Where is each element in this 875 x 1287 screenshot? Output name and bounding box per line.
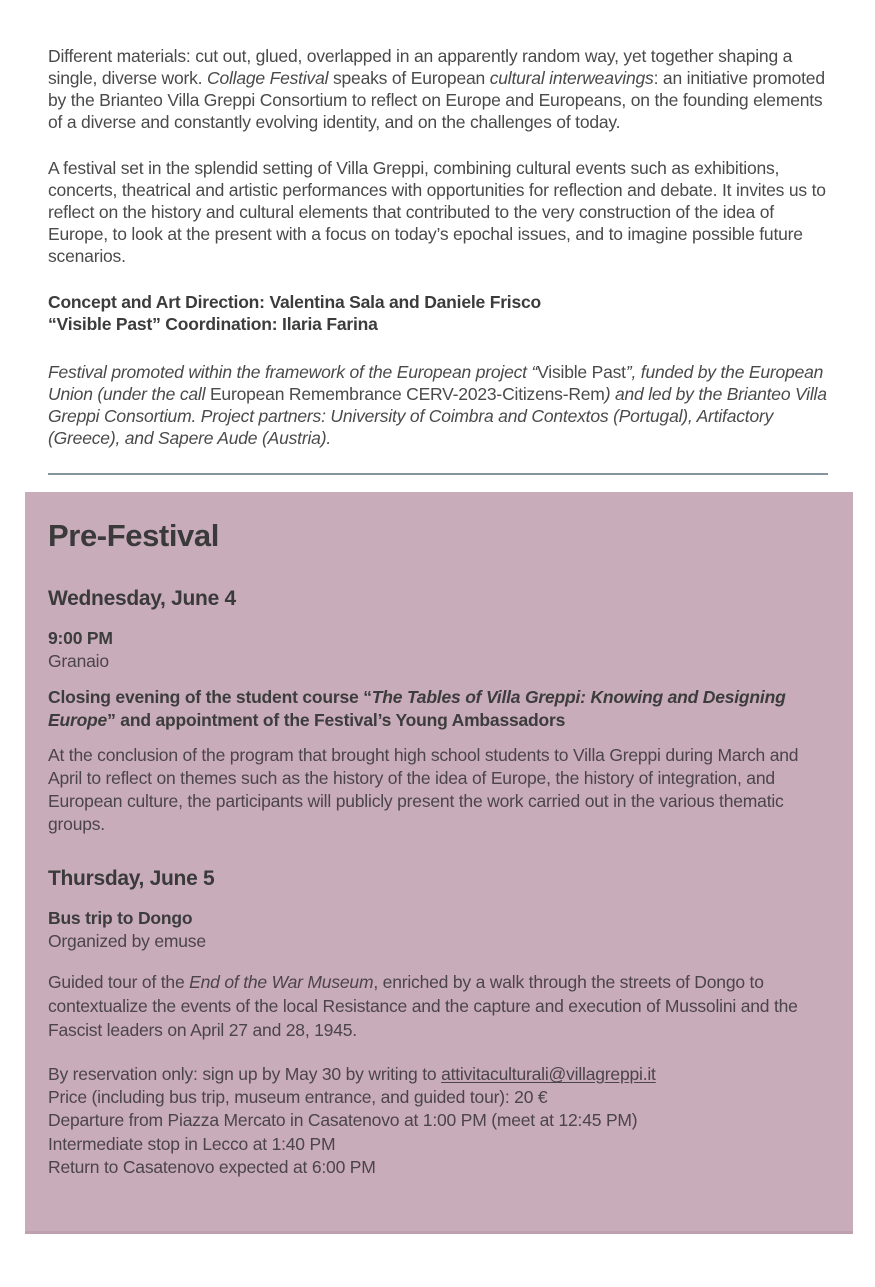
departure-line: Departure from Piazza Mercato in Casatenovo at 1:00 PM (meet at 12:45 PM) (48, 1110, 638, 1131)
intermediate-stop-line: Intermediate stop in Lecco at 1:40 PM (48, 1133, 336, 1154)
section-divider (48, 473, 828, 475)
intro-section (48, 45, 828, 449)
section-title: Pre-Festival (48, 518, 219, 553)
price-line: Price (including bus trip, museum entrance, and guided tour): 20 € (48, 1087, 548, 1108)
reservation-text: By reservation only: sign up by May 30 by writing to (48, 1064, 442, 1084)
event-title-bus-trip: Bus trip to Dongo (48, 908, 193, 928)
intro-paragraph-collage: Different materials: cut out, glued, overlapped in an apparently random way, yet together shaping a single, diverse work. Collage Festival speaks of European cultural interweavings: an initiative promoted by the Brianteo Villa Greppi Consortium to reflect on Europe and Europeans, on the founding elements of a diverse and constantly evolving identity, and on the challenges of today. (48, 46, 825, 132)
event-title-closing-evening: Closing evening of the student course “The Tables of Villa Greppi: Knowing and Designing Europe” and appointment of the Festival’s Young Ambassadors (48, 687, 786, 730)
event-time-venue (48, 627, 829, 673)
pre-festival-section (25, 492, 853, 1234)
credit-coordination: “Visible Past” Coordination: Ilaria Farina (48, 314, 378, 334)
funding-note: Festival promoted within the framework of the European project “Visible Past”, funded by the European Union (under the call European Remembrance CERV-2023-Citizens-Rem) and led by the Brianteo Villa Greppi Consortium. Project partners: University of Coimbra and Contextos (Portugal), Artifactory (Greece), and Sapere Aude (Austria). (48, 362, 827, 448)
event-venue: Granaio (48, 651, 109, 671)
event-organizer: Organized by emuse (48, 931, 206, 951)
event-description-bus-trip: Guided tour of the End of the War Museum, enriched by a walk through the streets of Dongo to contextualize the events of the local Resistance and the capture and execution of Mussolini and the Fascist leaders on April 27 and 28, 1945. (48, 972, 798, 1040)
event-details-list (48, 1063, 829, 1179)
return-line: Return to Casatenovo expected at 6:00 PM (48, 1156, 376, 1177)
event-head-bus-trip (48, 907, 829, 953)
day-heading-thursday: Thursday, June 5 (48, 867, 215, 890)
credits-block (48, 291, 828, 335)
day-heading-wednesday: Wednesday, June 4 (48, 587, 236, 610)
credit-art-direction: Concept and Art Direction: Valentina Sala and Daniele Frisco (48, 292, 542, 312)
intro-paragraph-festival: A festival set in the splendid setting of Villa Greppi, combining cultural events such as exhibitions, concerts, theatrical and artistic performances with opportunities for reflection and debate. It invites us to reflect on the history and cultural elements that contributed to the very construction of the idea of Europe, to look at the present with a focus on today’s epochal issues, and to imagine possible future scenarios. (48, 158, 826, 266)
event-time: 9:00 PM (48, 628, 113, 648)
email-link[interactable]: attivitaculturali@villagreppi.it (441, 1064, 656, 1084)
document-page (0, 45, 875, 1234)
event-description-closing-evening: At the conclusion of the program that brought high school students to Villa Greppi during March and April to reflect on themes such as the history of the idea of Europe, the history of integration, and European culture, the participants will publicly present the work carried out in the various thematic groups. (48, 745, 799, 834)
reservation-line (48, 1063, 829, 1086)
